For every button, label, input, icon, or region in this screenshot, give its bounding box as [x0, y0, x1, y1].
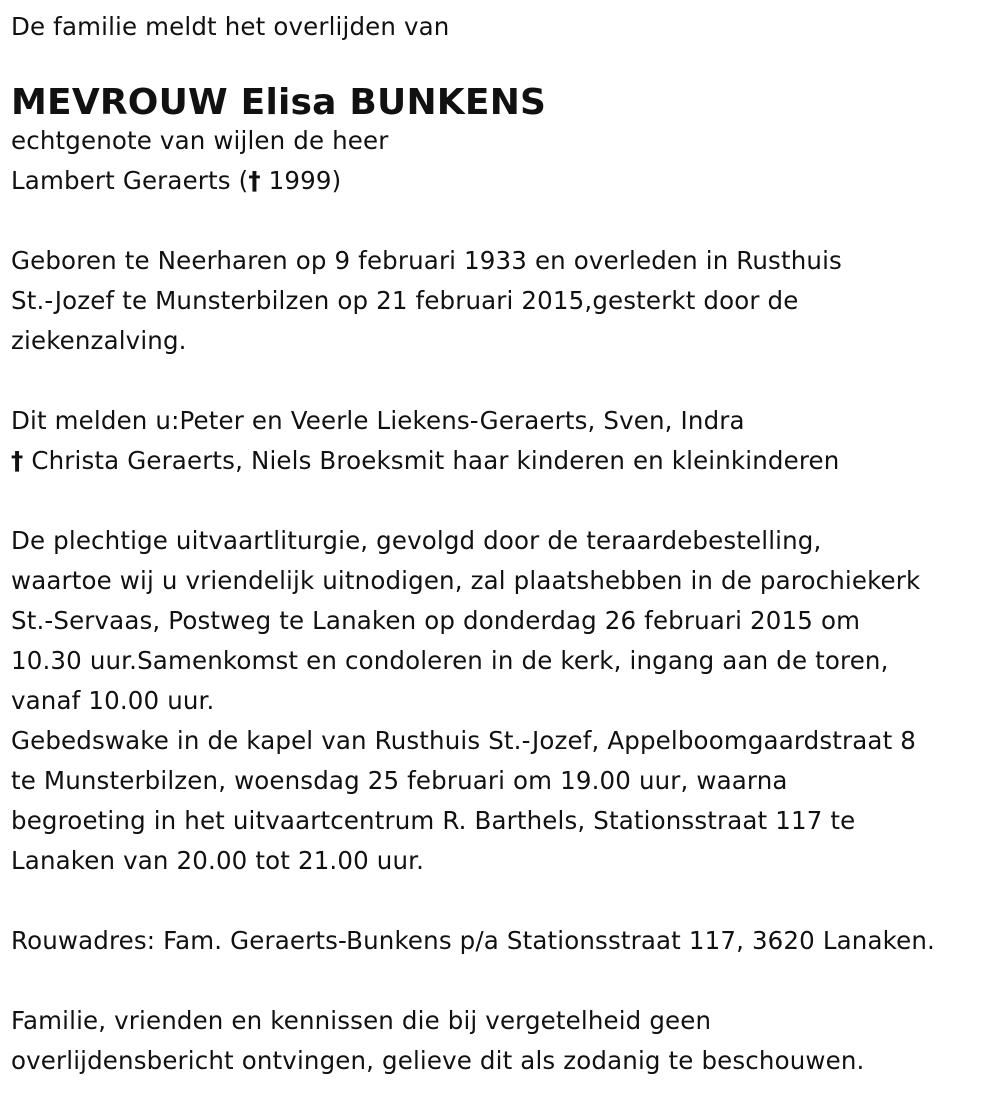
spacer	[11, 361, 991, 401]
spacer	[11, 881, 991, 921]
wake-line-4: Lanaken van 20.00 tot 21.00 uur.	[11, 846, 425, 875]
wake-line-2: te Munsterbilzen, woensdag 25 februari om 19.00 uur, waarna	[11, 766, 788, 795]
closing-line-2: overlijdensbericht ontvingen, gelieve dit als zodanig te beschouwen.	[11, 1046, 865, 1075]
deceased-name: MEVROUW Elisa BUNKENS	[11, 82, 547, 123]
spacer	[11, 481, 991, 521]
funeral-line-2: waartoe wij u vriendelijk uitnodigen, zal plaatshebben in de parochiekerk	[11, 566, 921, 595]
closing-line-1: Familie, vrienden en kennissen die bij vergetelheid geen	[11, 1006, 712, 1035]
intro-text: De familie meldt het overlijden van	[11, 12, 450, 41]
spacer	[11, 961, 991, 1001]
wake-line-3: begroeting in het uitvaartcentrum R. Barthels, Stationsstraat 117 te	[11, 806, 856, 835]
wake-line-1: Gebedswake in de kapel van Rusthuis St.-Jozef, Appelboomgaardstraat 8	[11, 726, 917, 755]
spouse-line-1: echtgenote van wijlen de heer	[11, 126, 389, 155]
spacer	[11, 201, 991, 241]
spouse-name: Lambert Geraerts (	[11, 166, 249, 195]
funeral-line-1: De plechtige uitvaartliturgie, gevolgd door de teraardebestelling,	[11, 526, 822, 555]
funeral-line-4: 10.30 uur.Samenkomst en condoleren in de kerk, ingang aan de toren,	[11, 646, 889, 675]
birth-death-line-3: ziekenzalving.	[11, 326, 187, 355]
spouse-death-year: 1999)	[260, 166, 342, 195]
announced-by-names: Christa Geraerts, Niels Broeksmit haar kinderen en kleinkinderen	[23, 446, 840, 475]
cross-icon: †	[11, 446, 24, 475]
birth-death-line-2: St.-Jozef te Munsterbilzen op 21 februari 2015,gesterkt door de	[11, 286, 799, 315]
announced-by-line-1: Dit melden u:Peter en Veerle Liekens-Geraerts, Sven, Indra	[11, 406, 745, 435]
birth-death-line-1: Geboren te Neerharen op 9 februari 1933 en overleden in Rusthuis	[11, 246, 842, 275]
death-notice	[11, 7, 991, 1081]
spouse-line-2	[11, 161, 991, 201]
funeral-line-3: St.-Servaas, Postweg te Lanaken op donderdag 26 februari 2015 om	[11, 606, 861, 635]
funeral-line-5: vanaf 10.00 uur.	[11, 686, 215, 715]
announced-by-line-2	[11, 441, 991, 481]
mourning-address: Rouwadres: Fam. Geraerts-Bunkens p/a Stationsstraat 117, 3620 Lanaken.	[11, 926, 935, 955]
cross-icon: †	[248, 166, 261, 195]
